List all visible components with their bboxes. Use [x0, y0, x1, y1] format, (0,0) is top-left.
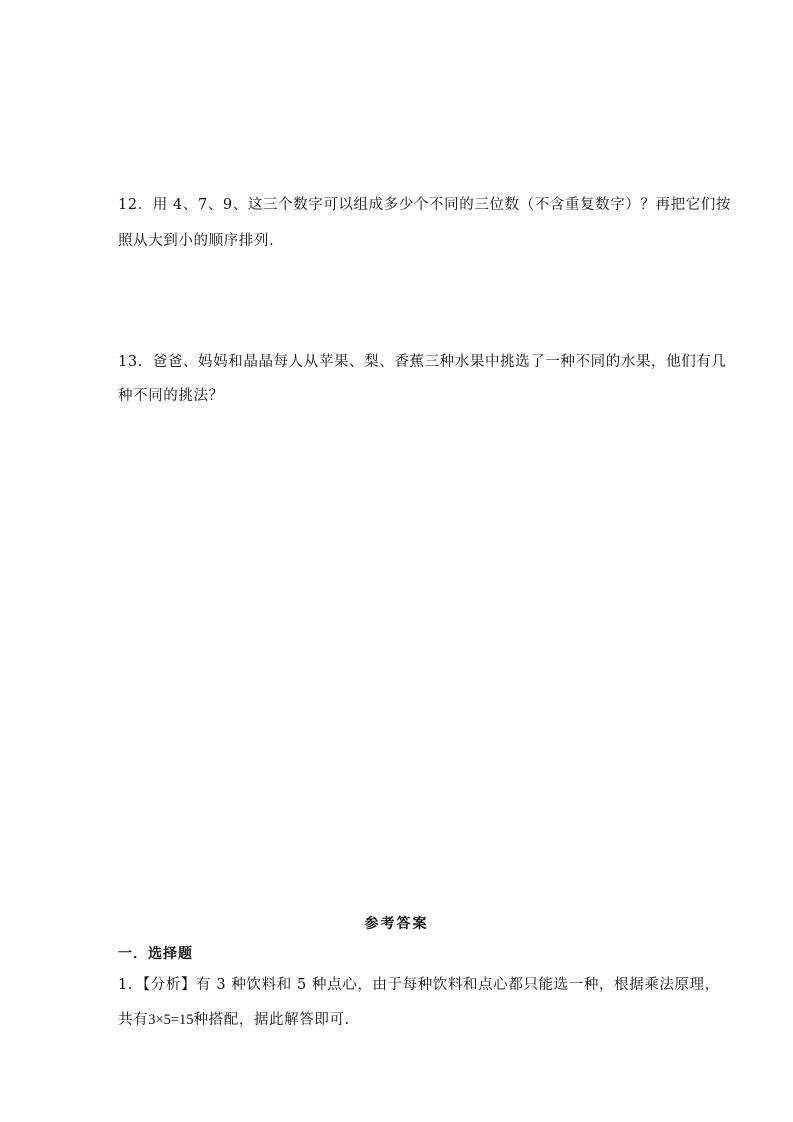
answer-1-suffix: 种搭配，据此解答即可.	[193, 1012, 350, 1028]
question-13-line-2: 种不同的挑法？	[118, 388, 224, 404]
answer-1-line-1: 1．【分析】有 3 种饮料和 5 种点心，由于每种饮料和点心都只能选一种，根据乘法原理，	[118, 977, 720, 993]
question-12-line-2: 照从大到小的顺序排列.	[118, 233, 275, 249]
answers-title: 参考答案	[364, 916, 429, 932]
answer-1-prefix: 共有	[118, 1012, 149, 1028]
question-13-line-1: 13．爸爸、妈妈和晶晶每人从苹果、梨、香蕉三种水果中挑选了一种不同的水果，他们有几	[118, 354, 727, 370]
question-12-line-1: 12．用 4、7、9、这三个数字可以组成多少个不同的三位数（不含重复数字）？再把它们按	[118, 197, 732, 213]
section-1-title: 一．选择题	[118, 946, 193, 962]
answer-1-math: 3×5=15	[148, 1012, 194, 1028]
answer-1-line-2	[118, 1010, 350, 1030]
